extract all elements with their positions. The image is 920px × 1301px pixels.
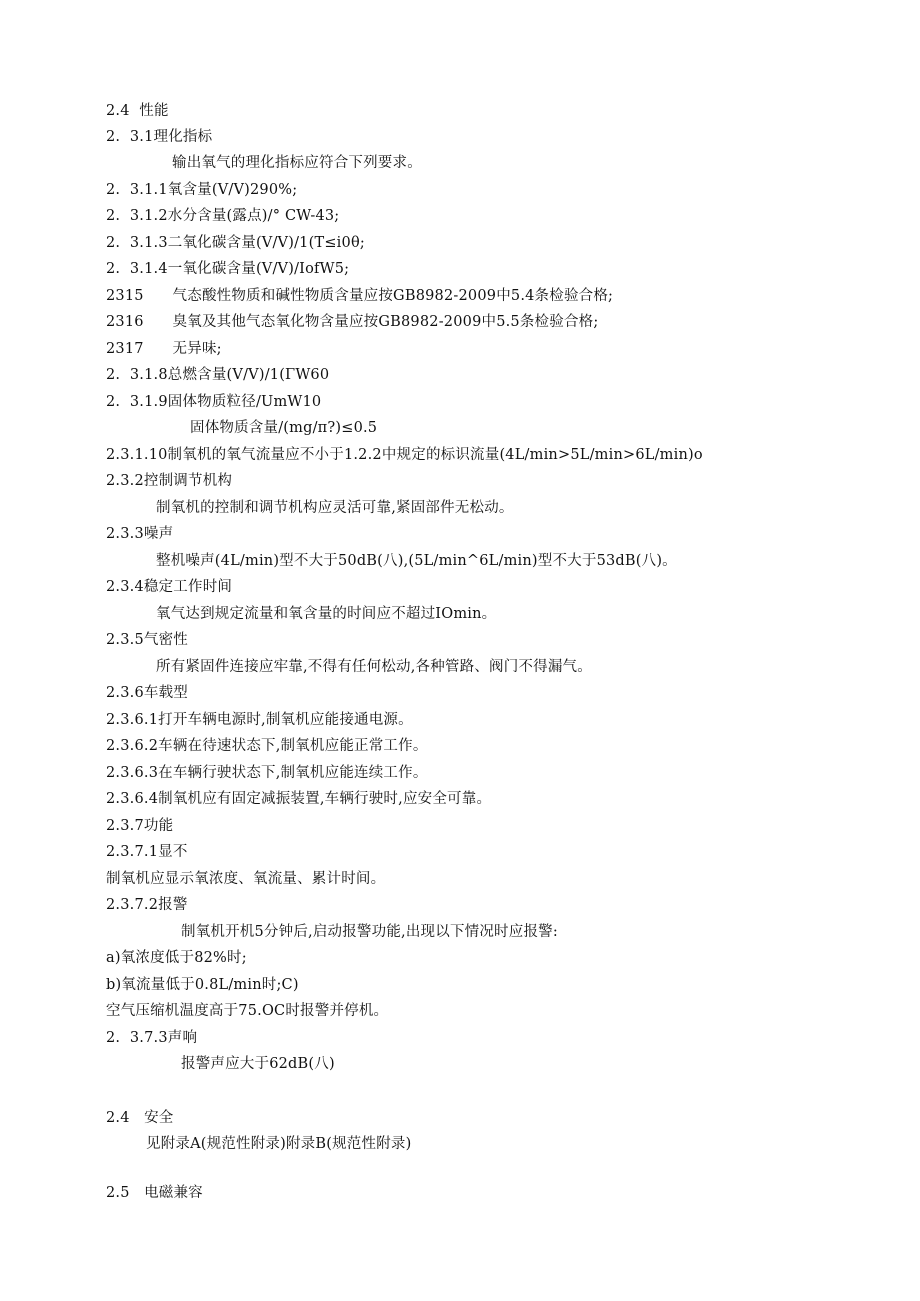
subsection-heading: 2.3.3噪声 <box>106 526 174 542</box>
paragraph: 制氧机的控制和调节机构应灵活可靠,紧固部件无松动。 <box>156 500 514 516</box>
subsection-heading: 2.3.2控制调节机构 <box>106 473 233 489</box>
clause: 2316 臭氧及其他气态氧化物含量应按GB8982-2009中5.5条检验合格; <box>106 314 599 330</box>
section-heading: 2.4 性能 <box>106 103 169 119</box>
clause: 2. 3.1.2水分含量(露点)/° CW-43; <box>106 208 340 224</box>
paragraph: 氧气达到规定流量和氧含量的时间应不超过IOmin。 <box>156 606 497 622</box>
paragraph: 输出氧气的理化指标应符合下列要求。 <box>172 155 422 171</box>
list-item: b)氧流量低于0.8L/min时;C) <box>106 977 299 993</box>
clause: 2.3.6.4制氧机应有固定减振装置,车辆行驶时,应安全可靠。 <box>106 791 492 807</box>
clause: 2. 3.1.4一氧化碳含量(V/V)/IofW5; <box>106 261 350 277</box>
clause: 2. 3.1.1氧含量(V/V)290%; <box>106 182 298 198</box>
subsection-heading: 2. 3.1理化指标 <box>106 129 213 145</box>
paragraph: 报警声应大于62dB(八) <box>181 1056 335 1072</box>
clause: 2.3.1.10制氧机的氧气流量应不小于1.2.2中规定的标识流量(4L/min>5L/min>6L/min)o <box>106 447 703 463</box>
clause: 2315 气态酸性物质和碱性物质含量应按GB8982-2009中5.4条检验合格; <box>106 288 614 304</box>
paragraph: 所有紧固件连接应牢靠,不得有任何松动,各种管路、阀门不得漏气。 <box>156 659 592 675</box>
paragraph: 空气压缩机温度高于75.OC时报警并停机。 <box>106 1003 389 1019</box>
paragraph: 整机噪声(4L/min)型不大于50dB(八),(5L/min^6L/min)型不大于53dB(八)。 <box>156 553 677 569</box>
clause: 2.3.7.1显不 <box>106 844 188 860</box>
paragraph: 见附录A(规范性附录)附录B(规范性附录) <box>146 1136 412 1152</box>
list-item: a)氧浓度低于82%时; <box>106 950 247 966</box>
paragraph: 制氧机开机5分钟后,启动报警功能,出现以下情况时应报警: <box>181 924 558 940</box>
clause: 2. 3.1.8总燃含量(V/V)/1(ΓW60 <box>106 367 330 383</box>
clause: 2.3.6.2车辆在待速状态下,制氧机应能正常工作。 <box>106 738 428 754</box>
clause: 2. 3.1.9固体物质粒径/UmW10 <box>106 394 322 410</box>
clause: 2.3.7.2报警 <box>106 897 188 913</box>
subsection-heading: 2.3.4稳定工作时间 <box>106 579 233 595</box>
subsection-heading: 2.3.7功能 <box>106 818 174 834</box>
clause: 2.3.6.1打开车辆电源时,制氧机应能接通电源。 <box>106 712 413 728</box>
paragraph: 固体物质含量/(mg/π?)≤0.5 <box>190 420 378 436</box>
clause: 2317 无异味; <box>106 341 222 357</box>
subsection-heading: 2.3.6车载型 <box>106 685 188 701</box>
subsection-heading: 2.3.5气密性 <box>106 632 188 648</box>
section-heading: 2.5 电磁兼容 <box>106 1185 203 1201</box>
clause: 2. 3.7.3声响 <box>106 1030 198 1046</box>
section-heading: 2.4 安全 <box>106 1110 174 1126</box>
paragraph: 制氧机应显示氧浓度、氧流量、累计时间。 <box>106 871 386 887</box>
clause: 2. 3.1.3二氧化碳含量(V/V)/1(T≤i0θ; <box>106 235 365 251</box>
clause: 2.3.6.3在车辆行驶状态下,制氧机应能连续工作。 <box>106 765 428 781</box>
